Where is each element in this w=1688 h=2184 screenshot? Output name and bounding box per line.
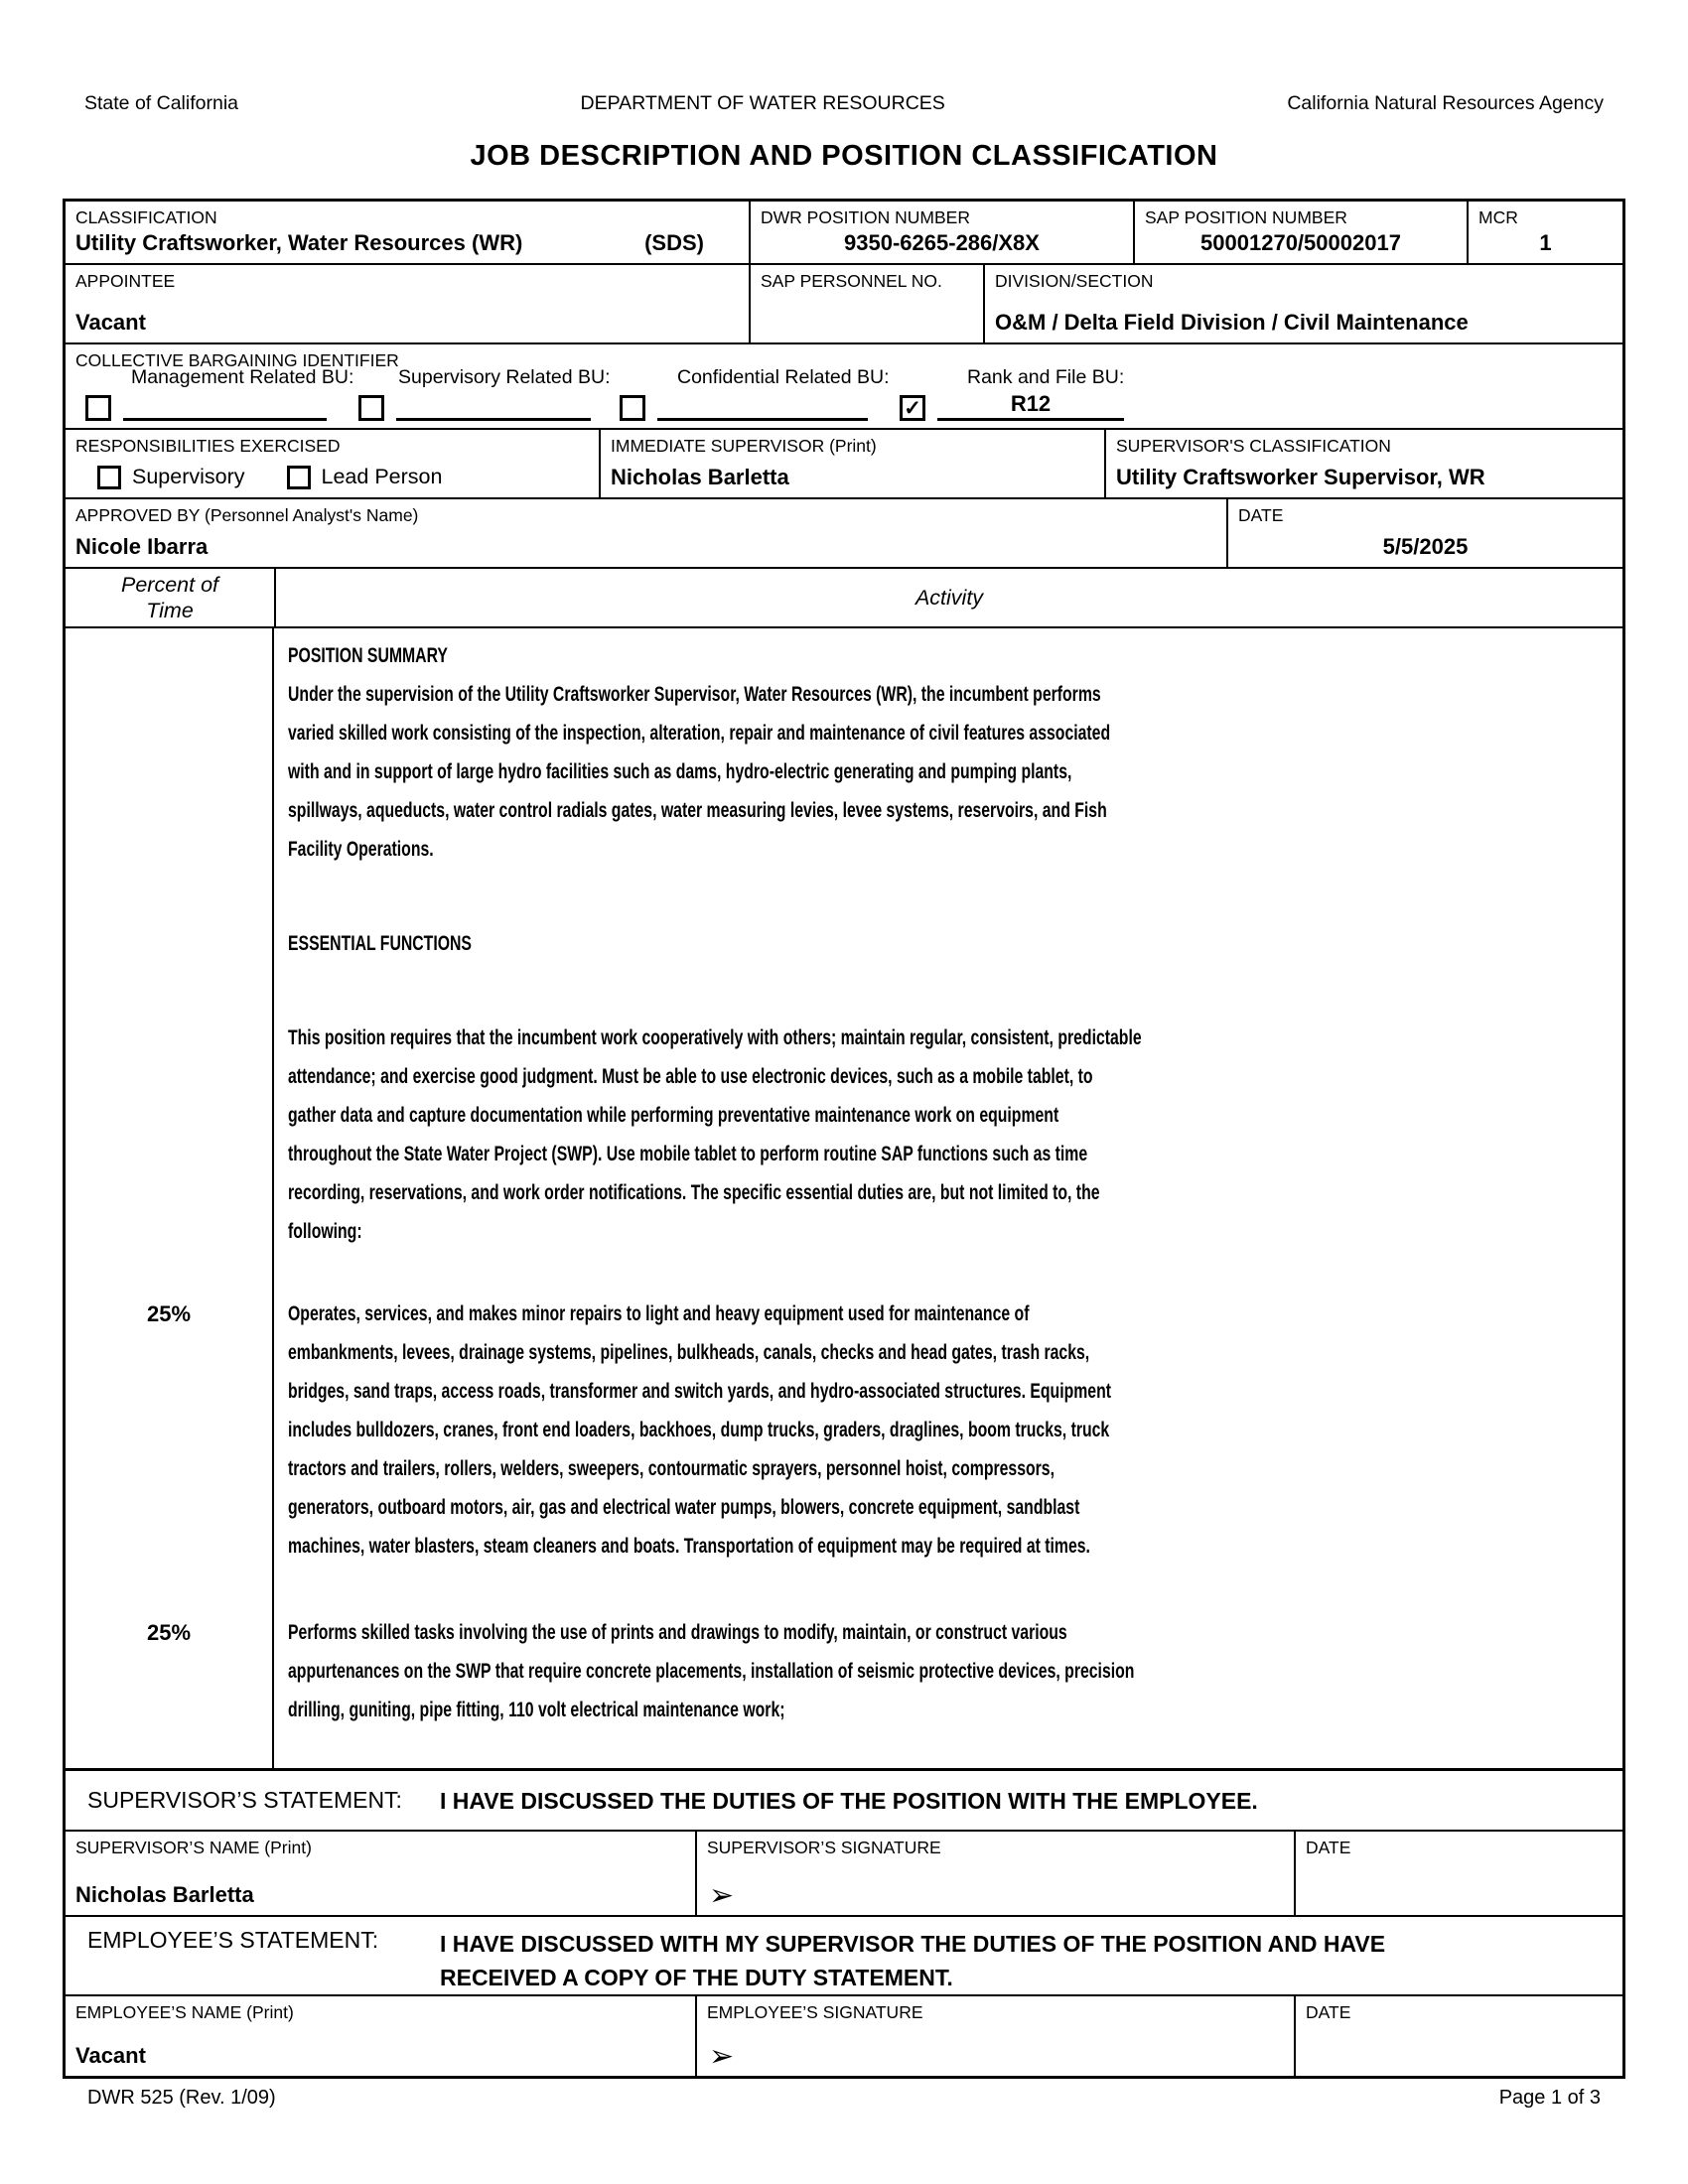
- employee-statement-line-2: RECEIVED A COPY OF THE DUTY STATEMENT.: [440, 1965, 953, 1990]
- collective-bargaining-label: COLLECTIVE BARGAINING IDENTIFIER: [75, 350, 399, 370]
- classification-suffix: (SDS): [644, 230, 704, 255]
- approved-by-cell: [66, 499, 1226, 567]
- row-duties-header: [66, 567, 1622, 626]
- responsibilities-cell: [66, 430, 599, 497]
- mcr-cell: [1467, 202, 1622, 263]
- supervisor-date-cell: [1294, 1832, 1622, 1915]
- employee-date-cell: [1294, 1996, 1622, 2076]
- bu-supervisory-label: Supervisory Related BU:: [398, 366, 611, 388]
- supervisor-name-value: Nicholas Barletta: [75, 1882, 254, 1907]
- employee-signature-cell: [695, 1996, 1294, 2076]
- mcr-label: MCR: [1478, 207, 1518, 227]
- sap-position-value: 50001270/50002017: [1200, 230, 1401, 255]
- row-employee-signature: [66, 1994, 1622, 2076]
- duty-2-text: Performs skilled tasks involving the use of prints and drawings to modify, maintain, or construct various appurtenances on the SWP that require concrete placements, installation of seismic protective devices, precision drilling, guniting, pipe fitting, 110 volt electrical maintenance work;: [288, 1620, 1135, 1721]
- classification-cell: [66, 202, 749, 263]
- sap-position-label: SAP POSITION NUMBER: [1145, 207, 1347, 227]
- division-section-cell: [983, 265, 1622, 342]
- dwr-position-value: 9350-6265-286/X8X: [844, 230, 1040, 255]
- division-section-value: O&M / Delta Field Division / Civil Maintenance: [995, 310, 1469, 335]
- activity-intro-cell: [274, 628, 1622, 1251]
- bu-group-supervisory: [358, 366, 611, 421]
- header-state: State of California: [84, 92, 239, 114]
- position-summary-body: Under the supervision of the Utility Craftsworker Supervisor, Water Resources (WR), the incumbent performs varied skilled work consisting of the inspection, alteration, repair and maintenance of civil features associated with and in support of large hydro facilities such as dams, hydro-electric generating and pumping plants, spillways, aqueducts, water control radials gates, water measuring levies, levee systems, reservoirs, and Fish Facility Operations.: [288, 682, 1111, 861]
- sap-position-cell: [1133, 202, 1467, 263]
- duty-1-text: Operates, services, and makes minor repairs to light and heavy equipment used for maintenance of embankments, levees, drainage systems, pipelines, bulkheads, canals, checks and head gates, trash racks, bridges, sand traps, access roads, transformer and switch yards, and hydro-associated structures. Equipment includes bulldozers, cranes, front end loaders, backhoes, dump trucks, graders, draglines, boom trucks, truck tractors and trailers, rollers, welders, sweepers, contourmatic sprayers, personnel hoist, compressors, generators, outboard motors, air, gas and electrical water pumps, blowers, concrete equipment, sandblast machines, water blasters, steam cleaners and boats. Transportation of equipment may be required at times.: [288, 1301, 1112, 1558]
- activity-header: Activity: [274, 569, 1622, 626]
- bu-management-checkbox[interactable]: [85, 395, 111, 421]
- page-title: JOB DESCRIPTION AND POSITION CLASSIFICATION: [470, 140, 1218, 172]
- duties-grid: [66, 628, 1622, 1768]
- activity-duty-2-cell: [274, 1566, 1622, 1768]
- immediate-supervisor-label: IMMEDIATE SUPERVISOR (Print): [611, 436, 877, 456]
- bu-confidential-checkbox[interactable]: [620, 395, 645, 421]
- supervisor-date-value: [1296, 1908, 1622, 1915]
- form-table: [63, 199, 1625, 2079]
- bu-supervisory-value-line: [396, 391, 591, 421]
- division-section-label: DIVISION/SECTION: [995, 271, 1154, 291]
- dwr-position-label: DWR POSITION NUMBER: [761, 207, 970, 227]
- responsibilities-options: [66, 457, 599, 489]
- sap-personnel-cell: [749, 265, 983, 342]
- duty-1-percent: 25%: [146, 1301, 192, 1326]
- approved-date-label: DATE: [1238, 505, 1284, 525]
- employee-name-value: Vacant: [75, 2043, 146, 2068]
- bu-management-label: Management Related BU:: [131, 366, 354, 388]
- row-supervisor-statement: [66, 1768, 1622, 1830]
- supervisor-date-label: DATE: [1306, 1838, 1351, 1857]
- footer-page-number: Page 1 of 3: [1498, 2087, 1601, 2109]
- bu-rank-file-label: Rank and File BU:: [967, 366, 1125, 388]
- supervisor-statement-label: SUPERVISOR’S STATEMENT:: [87, 1787, 402, 1813]
- employee-name-label: EMPLOYEE’S NAME (Print): [75, 2002, 294, 2022]
- employee-statement-line-1: I HAVE DISCUSSED WITH MY SUPERVISOR THE DUTIES OF THE POSITION AND HAVE: [440, 1931, 1386, 1957]
- appointee-label: APPOINTEE: [75, 271, 176, 291]
- approved-by-value: Nicole Ibarra: [75, 534, 209, 559]
- employee-statement-label: EMPLOYEE’S STATEMENT:: [87, 1927, 379, 1953]
- approved-by-label: APPROVED BY (Personnel Analyst's Name): [75, 505, 419, 525]
- bu-confidential-value-line: [657, 391, 868, 421]
- row-approved-by: [66, 497, 1622, 567]
- lead-person-checkbox[interactable]: [287, 466, 311, 489]
- approved-date-cell: [1226, 499, 1622, 567]
- supervisors-classification-cell: [1104, 430, 1622, 497]
- supervisor-name-label: SUPERVISOR’S NAME (Print): [75, 1838, 312, 1857]
- bu-group-rank-and-file: [900, 366, 1124, 421]
- classification-title: Utility Craftsworker, Water Resources (WR): [75, 230, 523, 255]
- row-collective-bargaining: [66, 342, 1622, 428]
- row-supervisor-signature: [66, 1830, 1622, 1915]
- supervisor-signature-arrow-icon[interactable]: ➢: [709, 1879, 735, 1912]
- bu-group-confidential: [620, 366, 890, 421]
- bu-management-value-line: [123, 391, 327, 421]
- row-responsibilities: [66, 428, 1622, 497]
- employee-date-label: DATE: [1306, 2002, 1351, 2022]
- header-department: DEPARTMENT OF WATER RESOURCES: [580, 92, 945, 114]
- classification-label: CLASSIFICATION: [75, 207, 217, 227]
- document-header: [63, 92, 1625, 115]
- supervisory-option: [97, 465, 245, 489]
- responsibilities-label: RESPONSIBILITIES EXERCISED: [75, 436, 341, 456]
- supervisors-classification-label: SUPERVISOR'S CLASSIFICATION: [1116, 436, 1391, 456]
- bu-confidential-label: Confidential Related BU:: [677, 366, 890, 388]
- percent-of-time-header: Percent of Time: [121, 573, 218, 622]
- essential-functions-heading: ESSENTIAL FUNCTIONS: [288, 931, 472, 955]
- activity-duty-1-cell: [274, 1251, 1622, 1566]
- supervisory-option-label: Supervisory: [132, 465, 245, 488]
- sap-personnel-value: [751, 336, 983, 342]
- bu-supervisory-checkbox[interactable]: [358, 395, 384, 421]
- lead-person-option: [287, 465, 443, 489]
- dwr-position-cell: [749, 202, 1133, 263]
- sap-personnel-label: SAP PERSONNEL NO.: [761, 271, 942, 291]
- supervisors-classification-value: Utility Craftsworker Supervisor, WR: [1116, 465, 1485, 489]
- appointee-cell: [66, 265, 749, 342]
- essential-functions-intro: This position requires that the incumbent work cooperatively with others; maintain regular, consistent, predictable attendance; and exercise good judgment. Must be able to use electronic devices, such as a mobile tablet, to gather data and capture documentation while performing preventative maintenance work on equipment throughout the State Water Project (SWP). Use mobile tablet to perform routine SAP functions such as time recording, reservations, and work order notifications. The specific essential duties are, but not limited to, the following:: [288, 1025, 1142, 1243]
- supervisor-statement-text: I HAVE DISCUSSED THE DUTIES OF THE POSITION WITH THE EMPLOYEE.: [440, 1787, 1258, 1814]
- percent-cell-duty-2: [66, 1566, 274, 1768]
- supervisory-checkbox[interactable]: [97, 466, 121, 489]
- supervisor-signature-cell: [695, 1832, 1294, 1915]
- bu-group-management: [85, 366, 353, 421]
- percent-cell-intro: [66, 628, 274, 1251]
- document-footer: [63, 2087, 1625, 2110]
- header-agency: California Natural Resources Agency: [1287, 92, 1604, 114]
- mcr-value: 1: [1539, 230, 1552, 255]
- row-classification: [66, 202, 1622, 263]
- employee-date-value: [1296, 2069, 1622, 2076]
- employee-signature-label: EMPLOYEE’S SIGNATURE: [707, 2002, 923, 2022]
- footer-form-number: DWR 525 (Rev. 1/09): [87, 2087, 276, 2109]
- employee-statement-text: [440, 1927, 1385, 1994]
- bu-rank-file-checkbox[interactable]: ✓: [900, 395, 925, 421]
- supervisor-signature-label: SUPERVISOR’S SIGNATURE: [707, 1838, 941, 1857]
- row-duties-body: [66, 626, 1622, 1768]
- row-appointee: [66, 263, 1622, 342]
- collective-bargaining-cell: [66, 344, 1622, 428]
- immediate-supervisor-cell: [599, 430, 1104, 497]
- row-employee-statement: [66, 1915, 1622, 1994]
- employee-name-cell: [66, 1996, 695, 2076]
- immediate-supervisor-value: Nicholas Barletta: [611, 465, 789, 489]
- position-summary-heading: POSITION SUMMARY: [288, 643, 448, 667]
- appointee-value: Vacant: [75, 310, 146, 335]
- supervisor-name-cell: [66, 1832, 695, 1915]
- duty-2-percent: 25%: [146, 1620, 192, 1645]
- percent-cell-duty-1: [66, 1251, 274, 1566]
- classification-value: [66, 230, 749, 263]
- bu-rank-file-value-line: R12: [937, 391, 1124, 421]
- approved-date-value: 5/5/2025: [1382, 534, 1469, 559]
- lead-person-option-label: Lead Person: [321, 465, 443, 488]
- employee-signature-arrow-icon[interactable]: ➢: [709, 2040, 735, 2073]
